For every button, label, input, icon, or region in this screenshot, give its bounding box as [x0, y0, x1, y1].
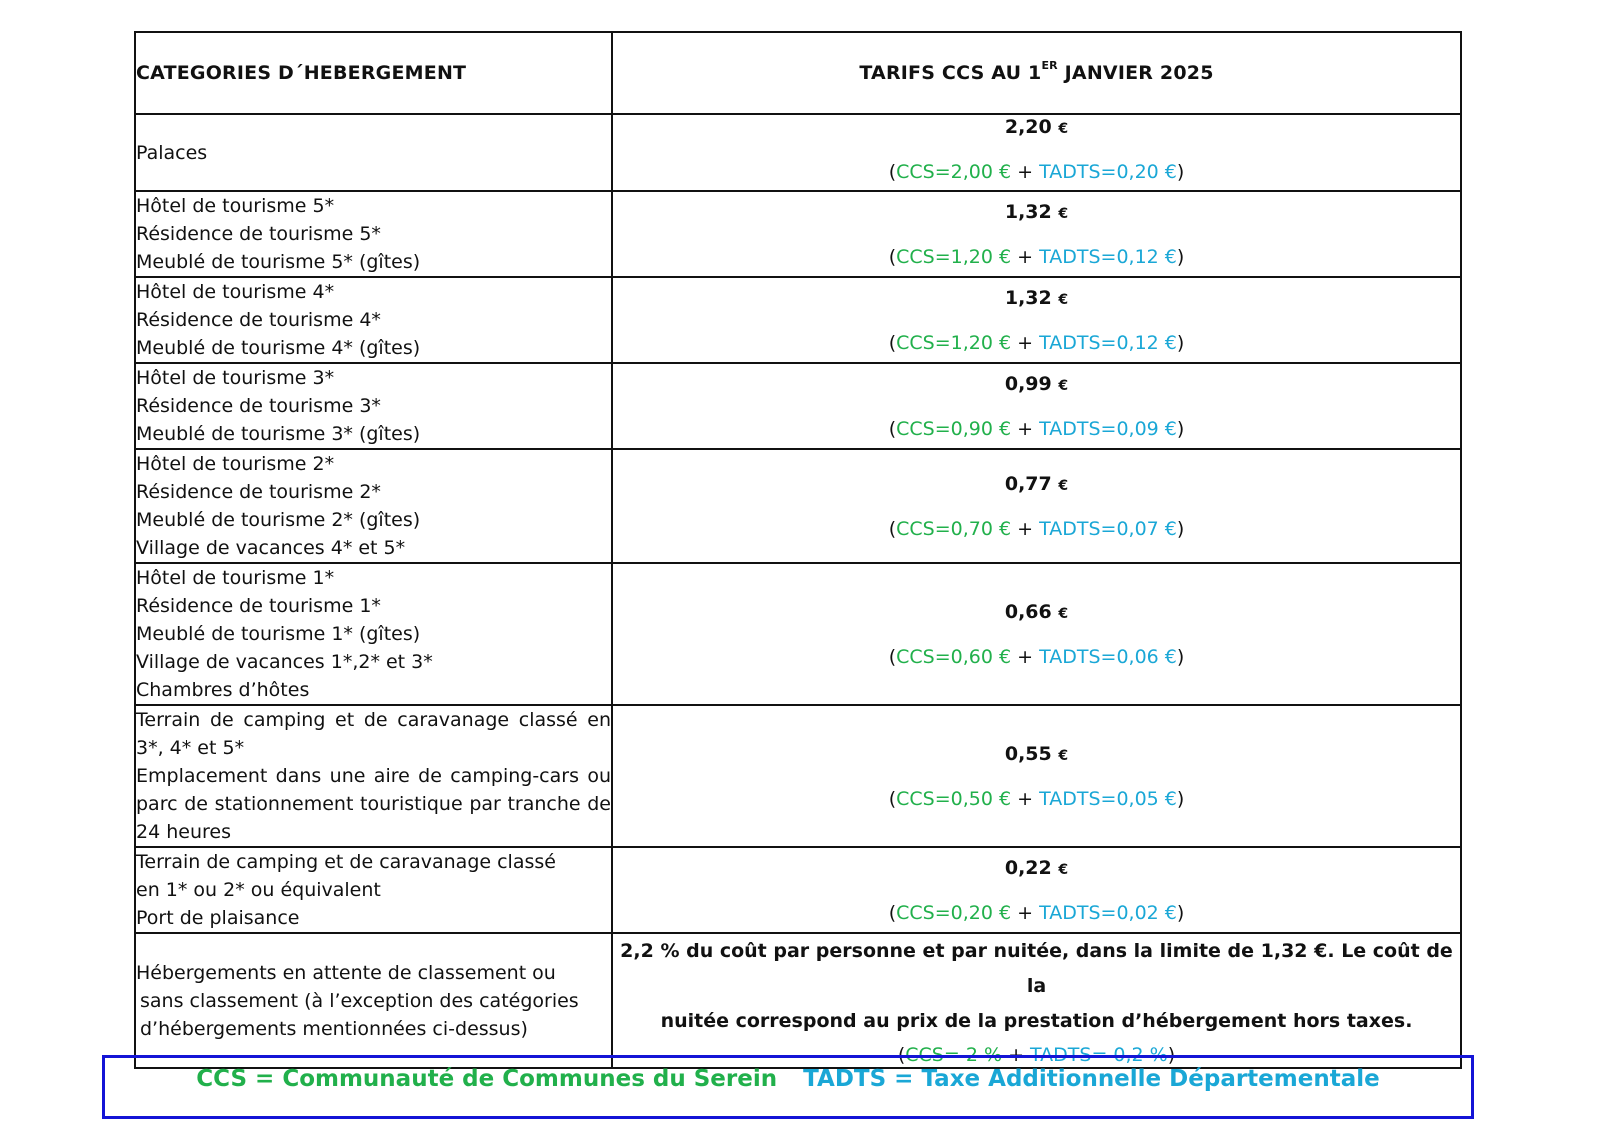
- category-cell: [135, 449, 612, 563]
- tariff-cell: [612, 847, 1461, 933]
- ccs-share: CCS=2,00 €: [896, 161, 1012, 183]
- tariff-split: (CCS= 2 % + TADTS= 0,2 %): [897, 1044, 1176, 1066]
- table-row: [135, 363, 1461, 449]
- category-cell: [135, 191, 612, 277]
- category-line: en 1* ou 2* ou équivalent: [136, 879, 381, 901]
- category-line: Meublé de tourisme 4* (gîtes): [136, 337, 421, 359]
- tadts-share: TADTS=0,12 €: [1039, 331, 1177, 354]
- ccs-share: CCS=0,20 €: [896, 901, 1012, 924]
- table-row: [135, 847, 1461, 933]
- tariff-cell: [612, 449, 1461, 563]
- tadts-share: TADTS=0,12 €: [1039, 245, 1177, 268]
- category-line: Hôtel de tourisme 2*: [136, 453, 335, 475]
- tariff-split: (CCS=0,90 € + TADTS=0,09 €): [888, 417, 1185, 440]
- tadts-share: TADTS=0,09 €: [1039, 417, 1177, 440]
- tariff-split: (CCS=1,20 € + TADTS=0,12 €): [888, 245, 1185, 268]
- tariff-total: 0,77 €: [1004, 472, 1069, 495]
- table-row: [135, 449, 1461, 563]
- category-line: Village de vacances 1*,2* et 3*: [136, 651, 433, 673]
- table-row: [135, 563, 1461, 705]
- table-row: [135, 705, 1461, 847]
- ccs-share: CCS=1,20 €: [896, 245, 1012, 268]
- tariff-total: 0,55 €: [1004, 742, 1069, 765]
- category-line: Palaces: [136, 141, 208, 164]
- category-line: Résidence de tourisme 2*: [136, 481, 381, 503]
- tariff-split: (CCS=0,20 € + TADTS=0,02 €): [888, 901, 1185, 924]
- category-line: Port de plaisance: [136, 907, 300, 929]
- tadts-share: TADTS=0,07 €: [1039, 517, 1177, 540]
- category-line: Hôtel de tourisme 4*: [136, 281, 335, 303]
- tadts-share: TADTS=0,05 €: [1039, 787, 1177, 810]
- tariff-split: (CCS=0,50 € + TADTS=0,05 €): [888, 787, 1185, 810]
- category-cell: [135, 705, 612, 847]
- category-line: Meublé de tourisme 5* (gîtes): [136, 251, 421, 273]
- category-cell: [135, 114, 612, 191]
- tadts-share: TADTS= 0,2 %: [1030, 1044, 1168, 1066]
- category-cell: [135, 933, 612, 1068]
- ccs-share: CCS=0,60 €: [896, 645, 1012, 668]
- category-line: Emplacement dans une aire de camping-cars ou parc de stationnement touristique par tranche de 24 heures: [136, 765, 611, 843]
- tariff-total: 0,22 €: [1004, 856, 1069, 879]
- tariff-split: (CCS=0,60 € + TADTS=0,06 €): [888, 645, 1185, 668]
- category-line: d’hébergements mentionnées ci-dessus): [140, 1017, 528, 1040]
- table-row: [135, 114, 1461, 191]
- category-line: Terrain de camping et de caravanage classé: [136, 851, 556, 873]
- tariff-total: 1,32 €: [1004, 200, 1069, 223]
- tariff-cell: [612, 191, 1461, 277]
- category-line: Meublé de tourisme 1* (gîtes): [136, 623, 421, 645]
- tadts-share: TADTS=0,02 €: [1039, 901, 1177, 924]
- category-cell: [135, 563, 612, 705]
- ccs-share: CCS=0,50 €: [896, 787, 1012, 810]
- ccs-share: CCS=1,20 €: [896, 331, 1012, 354]
- tariff-rows: [135, 114, 1461, 1068]
- table-header-row: [135, 32, 1461, 114]
- tadts-share: TADTS=0,20 €: [1039, 161, 1177, 183]
- category-column-header: CATEGORIES D´HEBERGEMENT: [135, 32, 612, 114]
- percentage-rule-line2: nuitée correspond au prix de la prestation d’hébergement hors taxes.: [660, 1010, 1413, 1032]
- tariff-split: (CCS=0,70 € + TADTS=0,07 €): [888, 517, 1185, 540]
- ccs-share: CCS= 2 %: [905, 1044, 1003, 1066]
- ccs-share: CCS=0,90 €: [896, 417, 1012, 440]
- category-line: Hébergements en attente de classement ou: [136, 961, 556, 984]
- tariff-cell: [612, 363, 1461, 449]
- legend-box: [102, 1055, 1474, 1119]
- ccs-share: CCS=0,70 €: [896, 517, 1012, 540]
- category-cell: [135, 277, 612, 363]
- category-line: Résidence de tourisme 5*: [136, 223, 381, 245]
- tariff-cell: [612, 114, 1461, 191]
- tariff-cell: [612, 705, 1461, 847]
- category-line: Meublé de tourisme 3* (gîtes): [136, 423, 421, 445]
- category-line: Résidence de tourisme 3*: [136, 395, 381, 417]
- category-line: sans classement (à l’exception des catégories: [140, 989, 579, 1012]
- category-line: Résidence de tourisme 1*: [136, 595, 381, 617]
- tariff-split: (CCS=1,20 € + TADTS=0,12 €): [888, 331, 1185, 354]
- legend-ccs: CCS = Communauté de Communes du Serein: [196, 1066, 778, 1092]
- table-row: [135, 277, 1461, 363]
- tariff-table: [134, 31, 1462, 1069]
- tariff-cell: [612, 277, 1461, 363]
- category-line: Hôtel de tourisme 5*: [136, 195, 335, 217]
- tariff-total: 1,32 €: [1004, 286, 1069, 309]
- tariff-cell: [612, 563, 1461, 705]
- table-row: [135, 933, 1461, 1068]
- category-line: Terrain de camping et de caravanage classé en 3*, 4* et 5*: [136, 709, 611, 759]
- category-line: Chambres d’hôtes: [136, 679, 310, 701]
- category-line: Hôtel de tourisme 3*: [136, 367, 335, 389]
- category-line: Meublé de tourisme 2* (gîtes): [136, 509, 421, 531]
- category-cell: [135, 363, 612, 449]
- category-line: Résidence de tourisme 4*: [136, 309, 381, 331]
- category-cell: [135, 847, 612, 933]
- tariff-total: 0,99 €: [1004, 372, 1069, 395]
- tariff-total: 2,20 €: [1004, 116, 1069, 138]
- percentage-rule-line1: 2,2 % du coût par personne et par nuitée, dans la limite de 1,32 €. Le coût de la: [620, 940, 1453, 997]
- tariff-cell: [612, 933, 1461, 1068]
- category-line: Hôtel de tourisme 1*: [136, 567, 335, 589]
- tadts-share: TADTS=0,06 €: [1039, 645, 1177, 668]
- category-line: Village de vacances 4* et 5*: [136, 537, 406, 559]
- legend-tadts: TADTS = Taxe Additionnelle Départementale: [803, 1066, 1380, 1092]
- tariff-total: 0,66 €: [1004, 600, 1069, 623]
- tariff-split: (CCS=2,00 € + TADTS=0,20 €): [888, 161, 1185, 183]
- tariff-column-header: TARIFS CCS AU 1ER JANVIER 2025: [612, 32, 1461, 114]
- table-row: [135, 191, 1461, 277]
